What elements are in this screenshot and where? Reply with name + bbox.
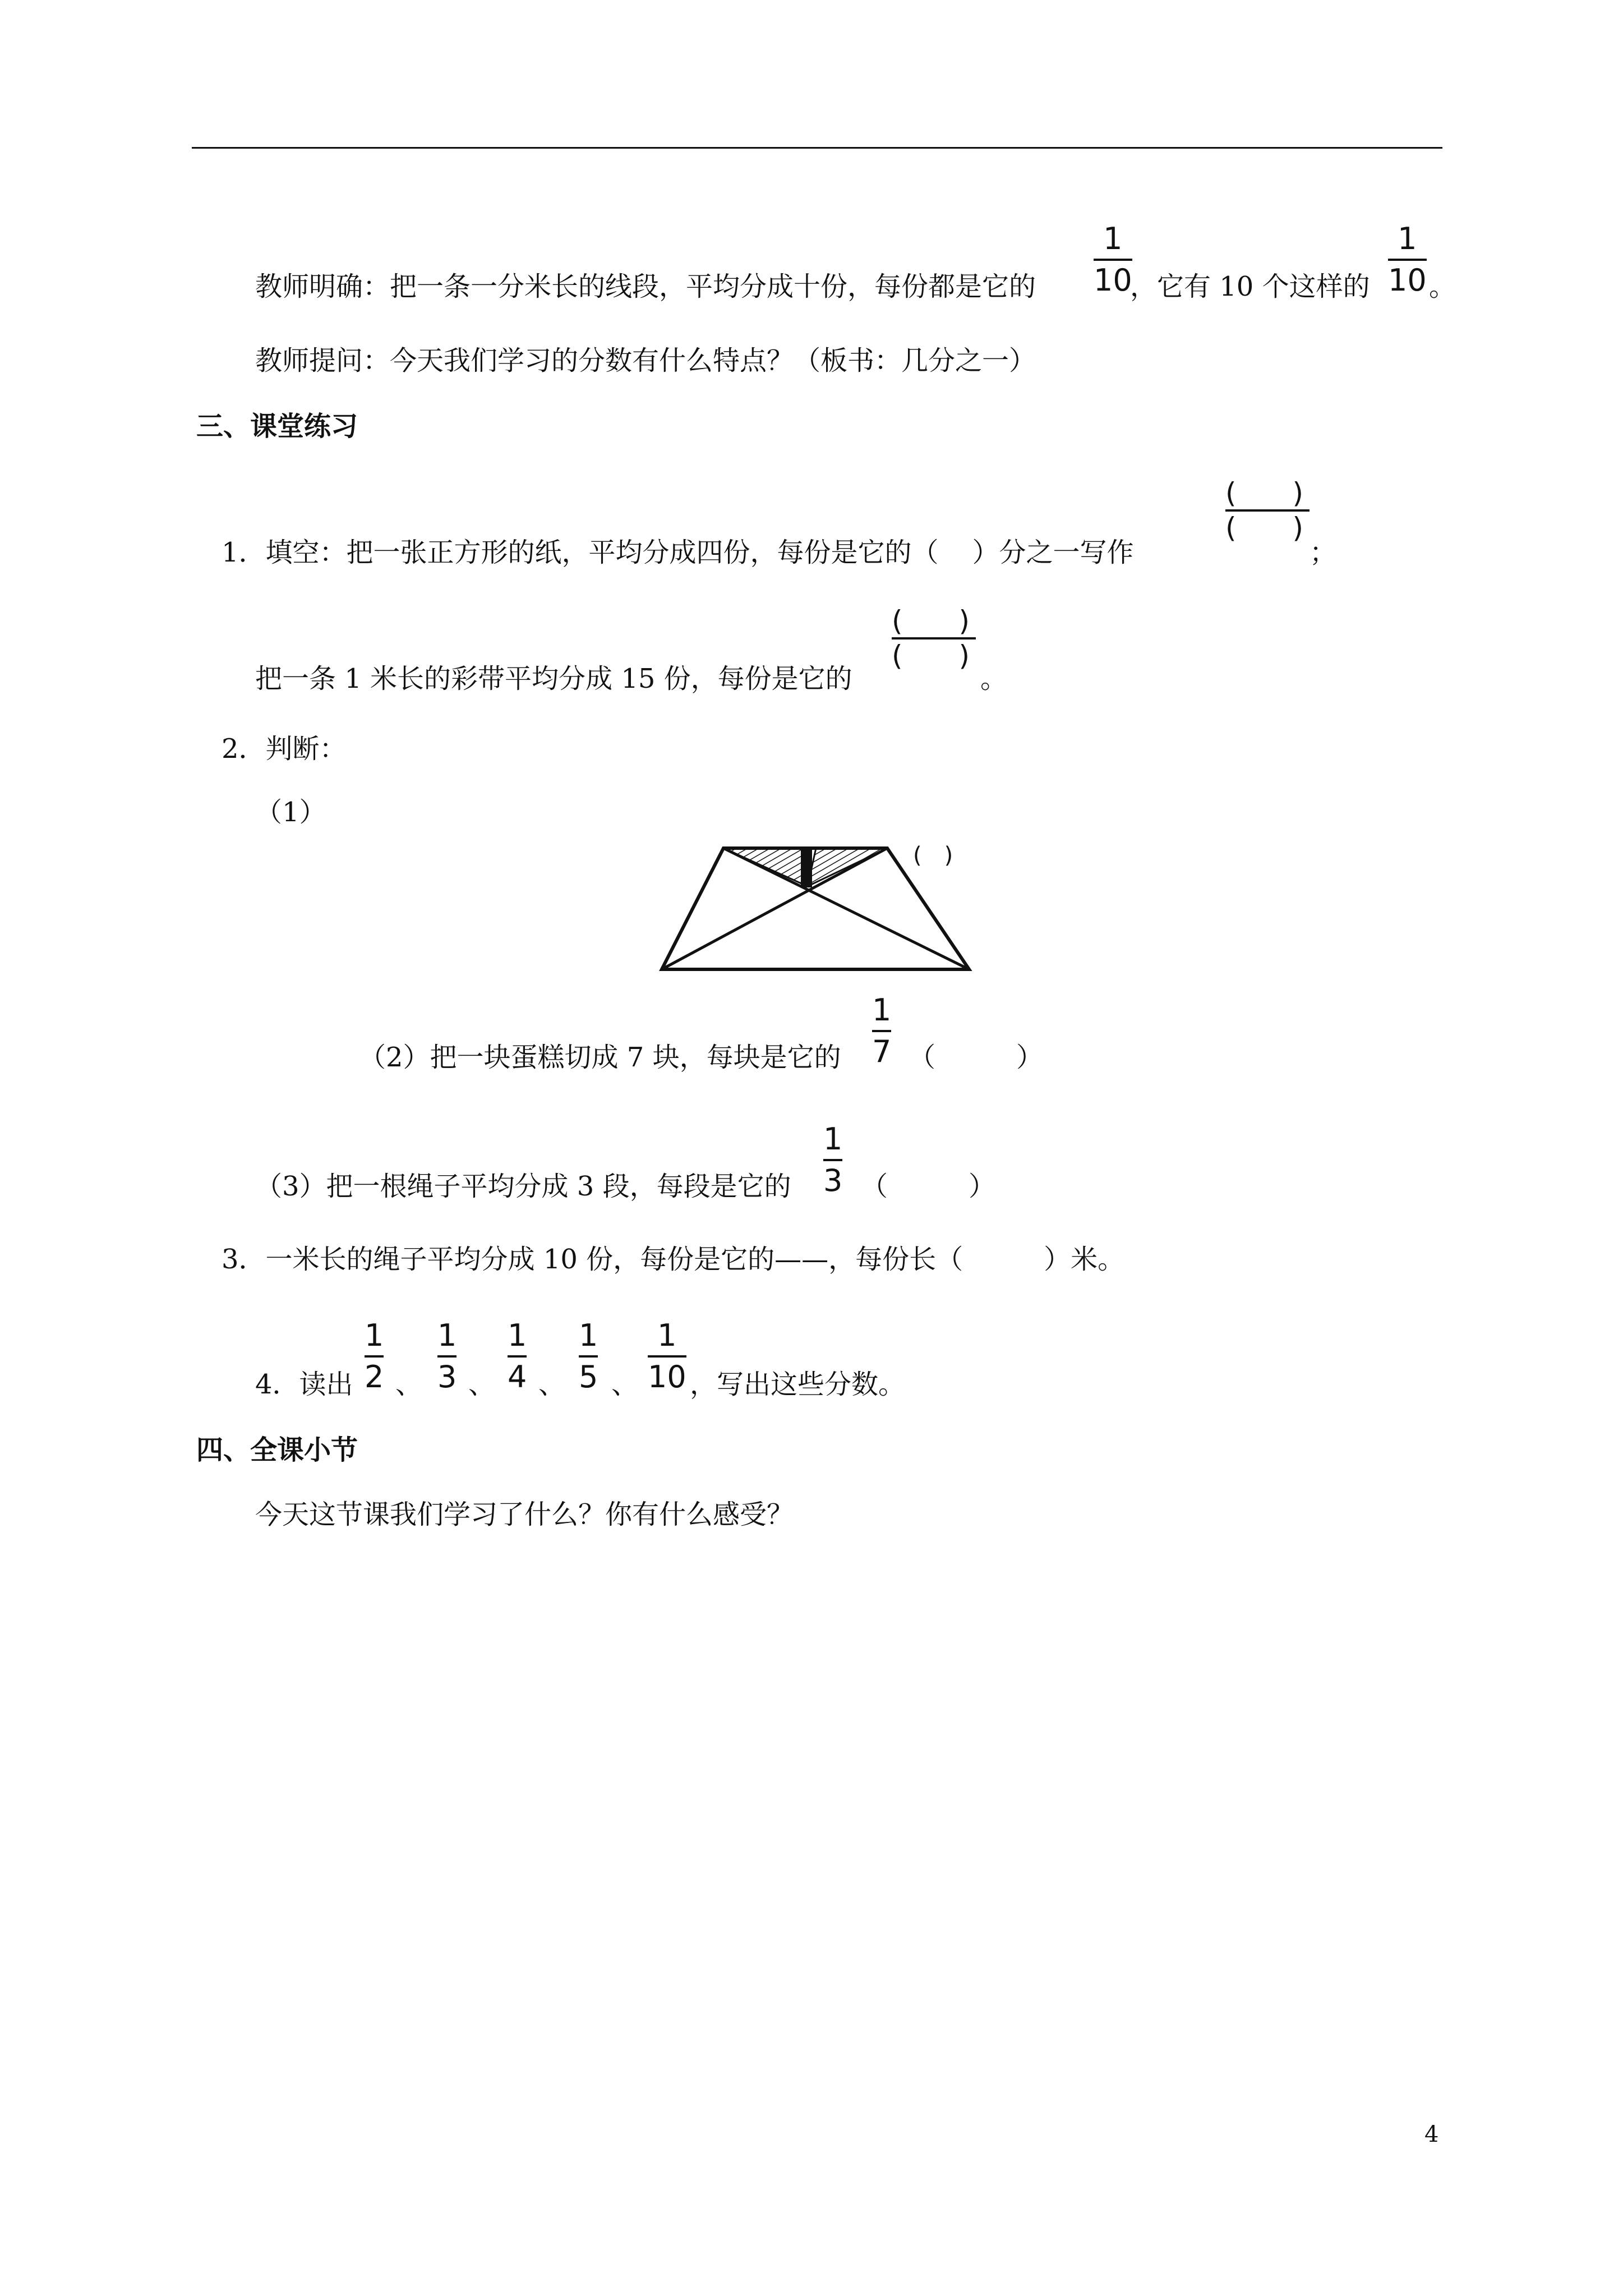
fraction-numerator: 1: [579, 1318, 598, 1353]
fraction-denominator: 7: [872, 1034, 892, 1069]
fraction-bar: [823, 1159, 842, 1161]
fraction-one-seventh: [872, 993, 891, 1069]
q2-item1-label: （1）: [255, 797, 326, 828]
q1-end: ；: [1310, 537, 1337, 568]
teacher-clarify-part1: 教师明确：把一条一分米长的线段，平均分成十份，每份都是它的: [255, 271, 1036, 302]
fraction-numerator: 1: [1103, 221, 1123, 256]
fraction-denominator: 10: [648, 1359, 686, 1395]
fraction-one-fifth: [579, 1318, 598, 1395]
q4-end-text: ，写出这些分数。: [690, 1369, 906, 1400]
fraction-one-tenth-2: [1388, 222, 1427, 298]
fraction-numerator: 1: [437, 1318, 457, 1353]
paren-fraction-blank-1: [1225, 478, 1310, 543]
fraction-denominator: 10: [1094, 263, 1132, 298]
q4-separator: 、: [395, 1369, 423, 1400]
teacher-clarify-end: 。: [1429, 271, 1456, 302]
fraction-numerator: 1: [872, 992, 892, 1028]
q1-fill-text: [222, 536, 1134, 569]
q4-separator: 、: [611, 1369, 639, 1400]
fraction-one-fourth: [508, 1318, 527, 1395]
fraction-one-third-q4: [437, 1318, 457, 1395]
fraction-denominator: 2: [365, 1359, 384, 1395]
summary-question-text: 今天这节课我们学习了什么？你有什么感受？: [255, 1499, 794, 1530]
fraction-numerator: 1: [823, 1121, 843, 1157]
paren-numerator: ( ): [1225, 477, 1304, 509]
header-rule: [192, 147, 1442, 149]
q2-item3-text: （3）把一根绳子平均分成 3 段，每段是它的: [255, 1171, 791, 1202]
fraction-bar: [437, 1355, 457, 1358]
fraction-numerator: 1: [1398, 221, 1417, 256]
paren-denominator: ( ): [892, 639, 970, 672]
paren-fraction-blank-2: [892, 606, 976, 671]
fraction-one-half: [365, 1318, 384, 1395]
fraction-numerator: 1: [657, 1318, 677, 1353]
q4-read-label: 4．读出: [255, 1369, 353, 1400]
paren-denominator: ( ): [1225, 512, 1304, 544]
fraction-bar: [872, 1030, 891, 1032]
fraction-bar: [579, 1355, 598, 1358]
q2-item2-answer: （ ）: [909, 1042, 1044, 1073]
fraction-one-tenth-q4: [648, 1318, 686, 1395]
q1-ribbon-text: 把一条 1 米长的彩带平均分成 15 份，每份是它的: [255, 663, 852, 694]
fraction-numerator: 1: [365, 1318, 384, 1353]
section-heading-practice: 三、课堂练习: [196, 411, 358, 442]
teacher-clarify-part2: ，它有 10 个这样的: [1130, 271, 1370, 302]
page-number: 4: [1424, 2122, 1439, 2147]
teacher-question-text: 教师提问：今天我们学习的分数有什么特点？（板书：几分之一）: [255, 345, 1036, 376]
fraction-numerator: 1: [508, 1318, 527, 1353]
q4-separator: 、: [538, 1369, 566, 1400]
fraction-bar: [508, 1355, 527, 1358]
q1-part1: 1．填空：把一张正方形的纸，平均分成四份，每份是它的（: [222, 537, 939, 568]
q2-item2-text: （2）把一块蛋糕切成 7 块，每块是它的: [359, 1042, 841, 1073]
paren-numerator: ( ): [892, 605, 970, 637]
fraction-denominator: 3: [823, 1163, 843, 1198]
fraction-bar: [648, 1355, 686, 1358]
fraction-one-tenth: [1094, 222, 1132, 298]
section-heading-summary: 四、全课小节: [196, 1434, 358, 1466]
fraction-denominator: 5: [579, 1359, 598, 1395]
fraction-denominator: 4: [508, 1359, 527, 1395]
shaded-center-block: [801, 848, 812, 887]
q2-item3-answer: （ ）: [861, 1171, 996, 1202]
teacher-clarify-text: [255, 270, 1036, 303]
fraction-bar: [1388, 259, 1427, 261]
fraction-denominator: 10: [1388, 263, 1427, 298]
fraction-denominator: 3: [437, 1359, 457, 1395]
fraction-one-third: [823, 1122, 842, 1198]
q1-ribbon-end: 。: [980, 663, 1008, 694]
q2-judge-label: 2．判断：: [222, 733, 347, 765]
figure-answer-blank: ( ): [913, 843, 953, 868]
q1-part2: ）分之一写作: [972, 537, 1134, 568]
q3-rope-text: 3．一米长的绳子平均分成 10 份，每份是它的——，每份长（ ）米。: [222, 1244, 1125, 1275]
q4-separator: 、: [468, 1369, 496, 1400]
fraction-bar: [1094, 259, 1132, 261]
fraction-bar: [365, 1355, 384, 1358]
